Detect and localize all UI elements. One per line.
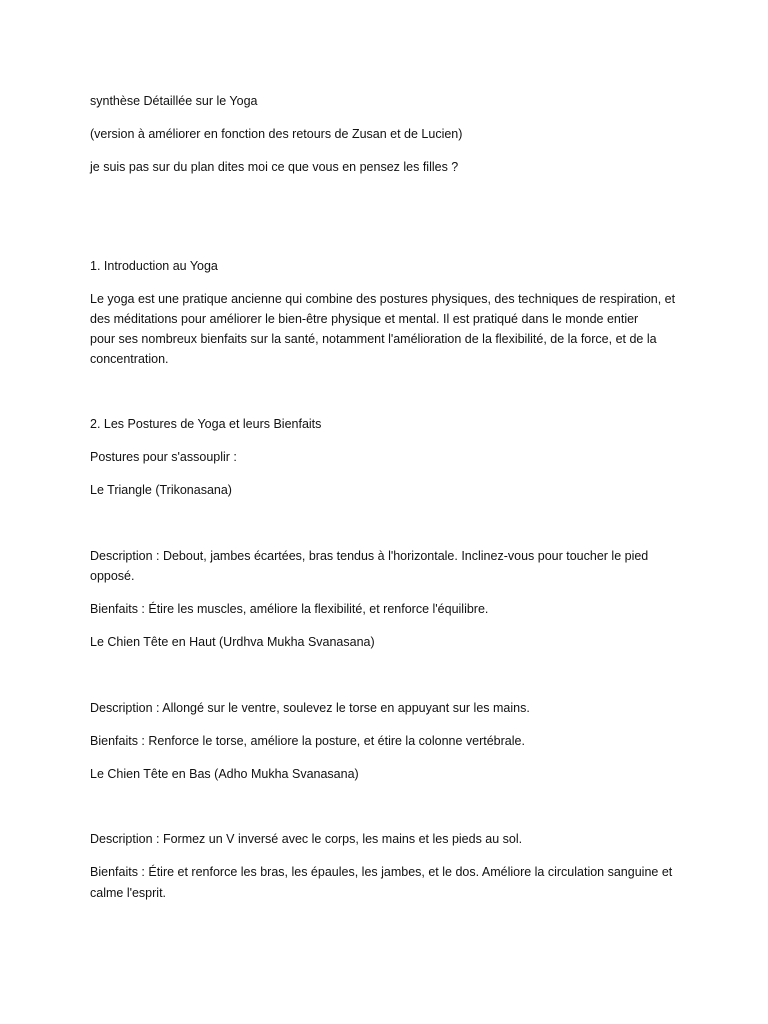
introduction-paragraph-line: pour ses nombreux bienfaits sur la santé, notamment l'amélioration de la flexibilité, de la force, et de la	[90, 332, 657, 346]
posture-name-upward-dog: Le Chien Tête en Haut (Urdhva Mukha Svanasana)	[90, 635, 375, 649]
posture-benefits-line: Bienfaits : Renforce le torse, améliore la posture, et étire la colonne vertébrale.	[90, 734, 525, 748]
posture-benefits-line: Bienfaits : Étire les muscles, améliore la flexibilité, et renforce l'équilibre.	[90, 602, 489, 616]
introduction-paragraph-line: Le yoga est une pratique ancienne qui combine des postures physiques, des techniques de respiration, et	[90, 292, 676, 306]
posture-description-line: Description : Formez un V inversé avec le corps, les mains et les pieds au sol.	[90, 832, 523, 846]
version-note: (version à améliorer en fonction des retours de Zusan et de Lucien)	[90, 127, 463, 141]
postures-subheading: Postures pour s'assouplir :	[90, 450, 237, 464]
posture-benefits-line: Bienfaits : Étire et renforce les bras, les épaules, les jambes, et le dos. Améliore la circulation sanguine et	[90, 865, 673, 879]
posture-benefits-line: calme l'esprit.	[90, 886, 167, 900]
posture-name-downward-dog: Le Chien Tête en Bas (Adho Mukha Svanasana)	[90, 767, 359, 781]
plan-question: je suis pas sur du plan dites moi ce que vous en pensez les filles ?	[90, 160, 459, 174]
posture-name-triangle: Le Triangle (Trikonasana)	[90, 483, 232, 497]
posture-description-line: Description : Allongé sur le ventre, soulevez le torse en appuyant sur les mains.	[90, 701, 530, 715]
introduction-paragraph-line: des méditations pour améliorer le bien-être physique et mental. Il est pratiqué dans le monde entier	[90, 312, 639, 326]
posture-description-line: Description : Debout, jambes écartées, bras tendus à l'horizontale. Inclinez-vous pour toucher le pied	[90, 549, 649, 563]
section-heading-postures: 2. Les Postures de Yoga et leurs Bienfaits	[90, 417, 322, 431]
section-heading-introduction: 1. Introduction au Yoga	[90, 259, 218, 273]
introduction-paragraph-line: concentration.	[90, 352, 169, 366]
document-title: synthèse Détaillée sur le Yoga	[90, 94, 258, 108]
posture-description-line: opposé.	[90, 569, 135, 583]
